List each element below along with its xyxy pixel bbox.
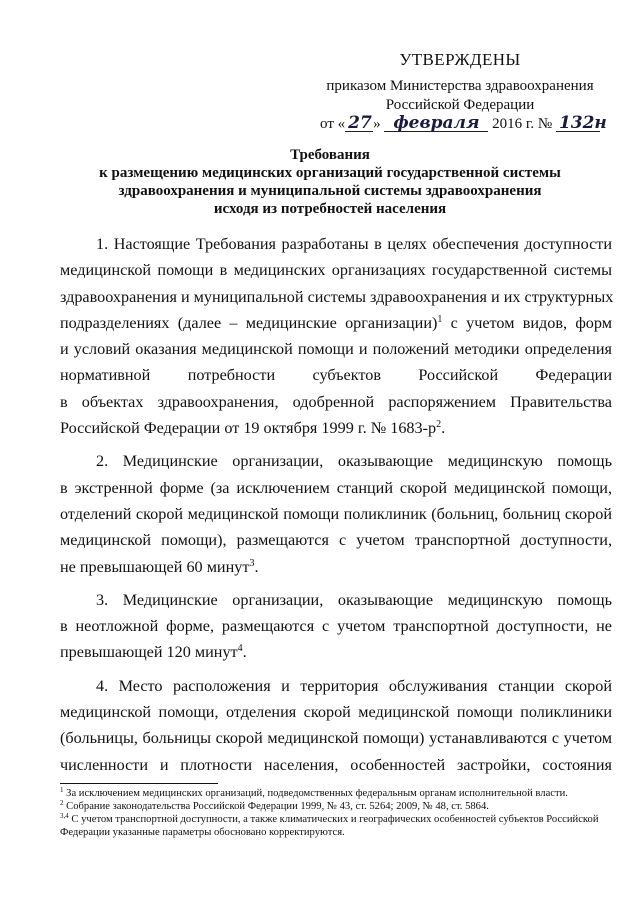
handwritten-day: 27 [345, 116, 373, 132]
footnote-text: Федерации указанные параметры обосновано корректируются. [60, 827, 345, 838]
footnote [60, 787, 620, 800]
text-line: в экстренной форме (за исключением станций скорой медицинской помощи, [60, 478, 612, 497]
footnote [60, 813, 620, 826]
paragraph-4 [60, 673, 612, 778]
footnote-ref: 3 [249, 557, 255, 569]
footnote-text: С учетом транспортной доступности, а также климатических и географических особенностей субъектов Российской [68, 814, 599, 825]
approval-stamp-title: УТВЕРЖДЕНЫ [399, 50, 521, 69]
text-segment: не превышающей 60 минут [60, 557, 250, 576]
paragraph-2 [60, 448, 612, 579]
text-line: нормативной потребности субъектов Российской Федерации [60, 366, 612, 385]
text-line: медицинской помощи, отделения скорой медицинской помощи поликлиники [60, 703, 612, 722]
text-line: в объектах здравоохранения, одобренной распоряжением Правительства [60, 392, 612, 411]
text-line: медицинской помощи в медицинских организациях государственной системы [60, 261, 612, 280]
text-line: медицинской помощи), размещаются с учетом транспортной доступности, [60, 531, 612, 550]
footnote-ref: 4 [237, 643, 243, 655]
footnote-ref: 2 [436, 419, 442, 431]
heading-line: Требования [290, 147, 370, 163]
text-segment: . [254, 557, 259, 576]
date-quote: » [373, 116, 381, 132]
paragraph-3 [60, 587, 612, 666]
text-segment: с учетом видов, форм [442, 313, 612, 332]
footnote [60, 826, 620, 839]
footnote-text: Собрание законодательства Российской Федерации 1999, № 43, ст. 5264; 2009, № 48, ст. 5864. [63, 801, 489, 812]
text-segment: . [242, 643, 247, 662]
text-line [60, 639, 612, 665]
footnote-divider [60, 783, 218, 784]
footnote-mark: 3,4 [60, 812, 69, 820]
date-prefix: от « [320, 116, 346, 132]
approval-date-line [300, 113, 620, 133]
text-line: 3. Медицинские организации, оказывающие медицинскую помощь [96, 590, 612, 609]
text-line: и условий оказания медицинской помощи и положений методики определения [60, 340, 612, 359]
text-line: отделений скорой медицинской помощи поликлиник (больниц, больниц скорой [60, 504, 612, 523]
text-segment: превышающей 120 минут [60, 643, 238, 662]
approval-country-line: Российской Федерации [385, 97, 535, 113]
document-heading [40, 146, 620, 218]
text-line: здравоохранения и муниципальной системы здравоохранения и их структурных [60, 287, 614, 306]
document-body [60, 231, 612, 785]
handwritten-order-number: 132н [556, 116, 600, 132]
text-segment: . [441, 419, 446, 438]
text-line [60, 554, 612, 580]
date-year: 2016 г. № [492, 116, 553, 132]
footnote [60, 800, 620, 813]
approval-order-line: приказом Министерства здравоохранения [326, 78, 594, 94]
text-line: численности и плотности населения, особенностей застройки, состояния [60, 755, 612, 774]
heading-line: к размещению медицинских организаций государственной системы [99, 165, 561, 181]
heading-line: исходя из потребностей населения [213, 201, 447, 217]
text-line: 1. Настоящие Требования разработаны в целях обеспечения доступности [96, 235, 612, 253]
paragraph-1 [60, 231, 612, 441]
text-line [60, 310, 612, 336]
footnote-mark: 2 [60, 799, 64, 807]
footnote-mark: 1 [60, 786, 64, 794]
text-line: 2. Медицинские организации, оказывающие медицинскую помощь [96, 452, 612, 471]
footnote-text: За исключением медицинских организаций, подведомственных федеральным органам исполнительной власти. [63, 788, 568, 799]
heading-line: здравоохранения и муниципальной системы здравоохранения [118, 183, 542, 199]
text-line: в неотложной форме, размещаются с учетом транспортной доступности, не [60, 617, 612, 636]
handwritten-month: февраля [384, 116, 488, 132]
text-segment: Российской Федерации от 19 октября 1999 г. № 1683-р [60, 419, 437, 438]
text-line: 4. Место расположения и территория обслуживания станции скорой [96, 676, 612, 695]
footnote-ref: 1 [437, 313, 443, 325]
text-segment: подразделениях (далее – медицинские организации) [60, 313, 438, 332]
text-line: (больницы, больницы скорой медицинской помощи) устанавливаются с учетом [60, 729, 612, 748]
footnotes [60, 787, 620, 839]
text-line [60, 415, 612, 441]
